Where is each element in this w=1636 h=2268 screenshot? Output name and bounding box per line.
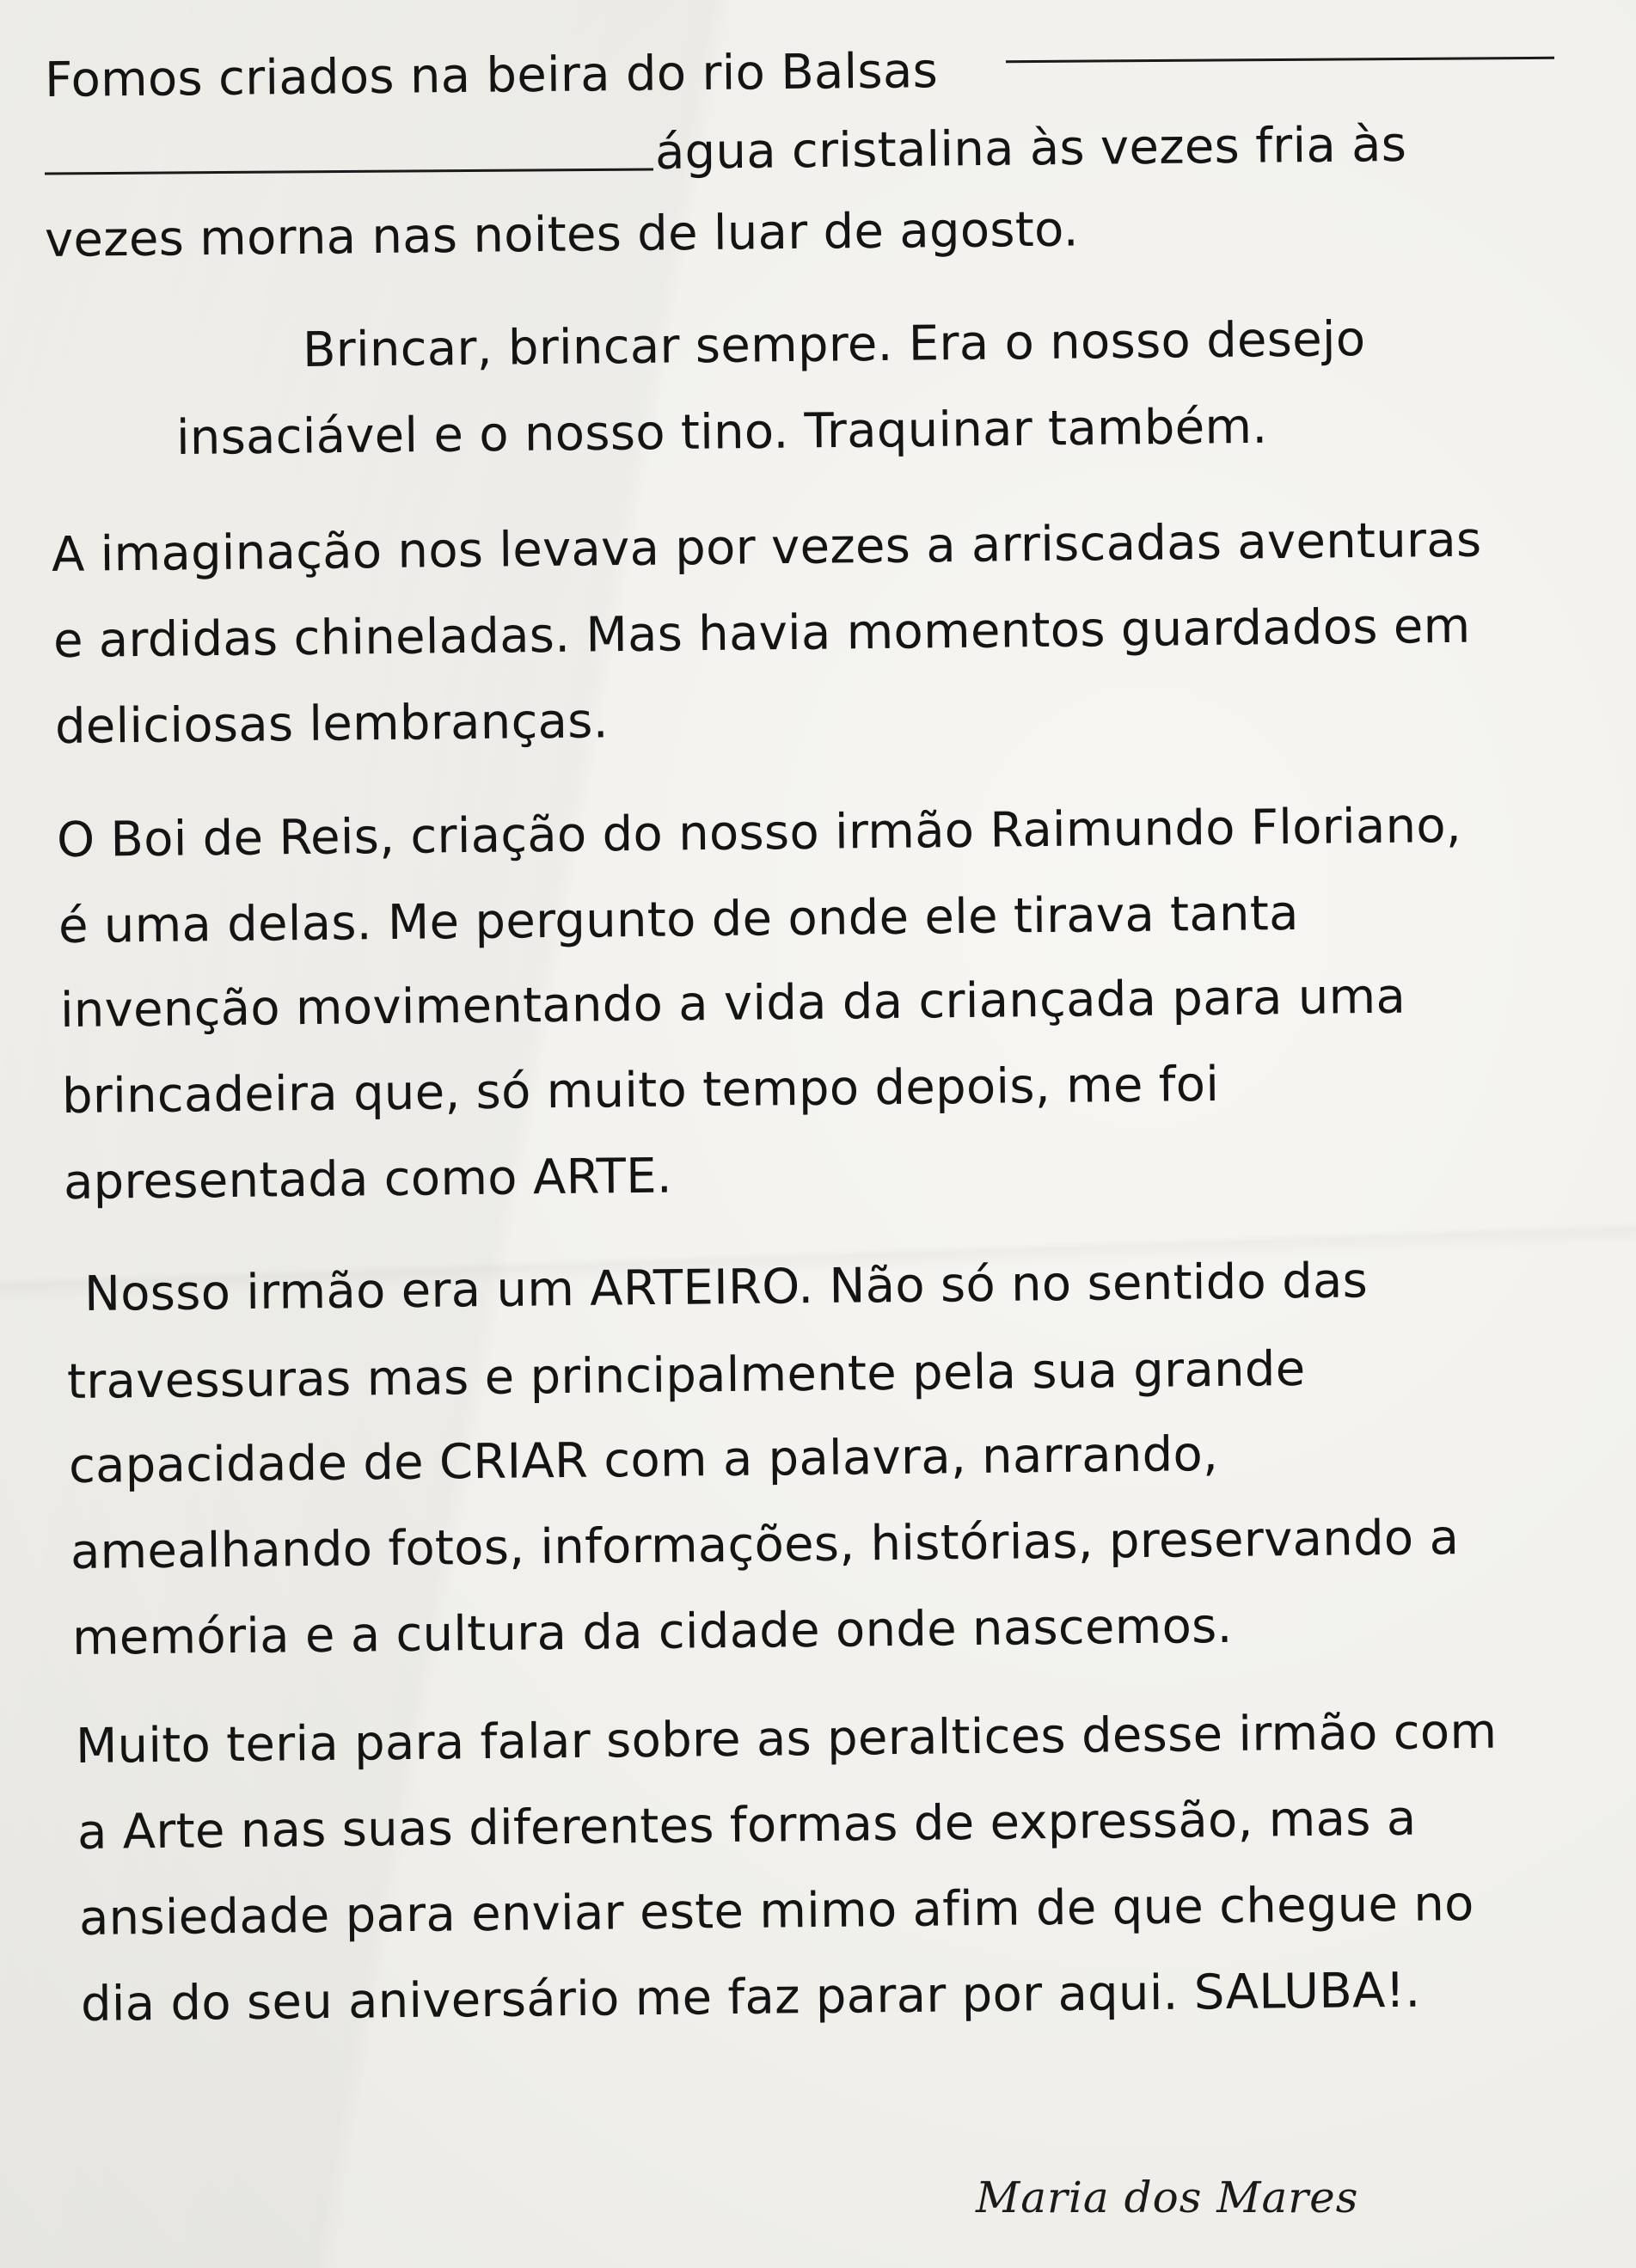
- signature: Maria dos Mares: [976, 2173, 1359, 2222]
- paragraph-6-line-3: ansiedade para enviar este mimo afim de que chegue no: [78, 1876, 1474, 1946]
- paragraph-6-line-4: dia do seu aniversário me faz parar por aqui. SALUBA!.: [80, 1962, 1421, 2032]
- paragraph-6-line-2: a Arte nas suas diferentes formas de expressão, mas a: [77, 1790, 1417, 1860]
- paragraph-4-line-3: invenção movimentando a vida da criançada para uma: [59, 968, 1406, 1039]
- paragraph-4-line-2: é uma delas. Me pergunto de onde ele tirava tanta: [58, 885, 1299, 954]
- paragraph-5-line-4: amealhando fotos, informações, histórias, preservando a: [70, 1510, 1460, 1580]
- paragraph-3-line-3: deliciosas lembranças.: [54, 693, 610, 755]
- paragraph-1-line-3: vezes morna nas noites de luar de agosto.: [44, 201, 1080, 268]
- paragraph-4-line-1: O Boi de Reis, criação do nosso irmão Raimundo Floriano,: [56, 797, 1462, 868]
- paragraph-4-line-4: brincadeira que, só muito tempo depois, me foi: [61, 1056, 1220, 1125]
- paragraph-2-line-2: insaciável e o nosso tino. Traquinar também.: [175, 398, 1268, 466]
- paragraph-6-line-1: Muito teria para falar sobre as peraltices desse irmão com: [75, 1703, 1498, 1775]
- paragraph-4-line-5: apresentada como ARTE.: [63, 1148, 673, 1211]
- paragraph-1-line-1: Fomos criados na beira do rio Balsas: [44, 43, 939, 108]
- paragraph-1-line-2: água cristalina às vezes fria às: [654, 116, 1407, 181]
- fill-in-blank-line: [45, 169, 653, 175]
- paragraph-3-line-1: A imaginação nos levava por vezes a arriscadas aventuras: [51, 512, 1482, 583]
- paragraph-5-line-5: memória e a cultura da cidade onde nascemos.: [71, 1597, 1234, 1666]
- paragraph-5-line-3: capacidade de CRIAR com a palavra, narrando,: [68, 1425, 1219, 1494]
- paragraph-2-line-1: Brincar, brincar sempre. Era o nosso desejo: [302, 311, 1366, 378]
- paragraph-5-line-1: Nosso irmão era um ARTEIRO. Não só no sentido das: [83, 1253, 1369, 1322]
- paragraph-3-line-2: e ardidas chineladas. Mas havia momentos guardados em: [52, 598, 1471, 669]
- fill-in-blank-line: [1006, 57, 1554, 63]
- paragraph-5-line-2: travessuras mas e principalmente pela sua grande: [66, 1340, 1306, 1410]
